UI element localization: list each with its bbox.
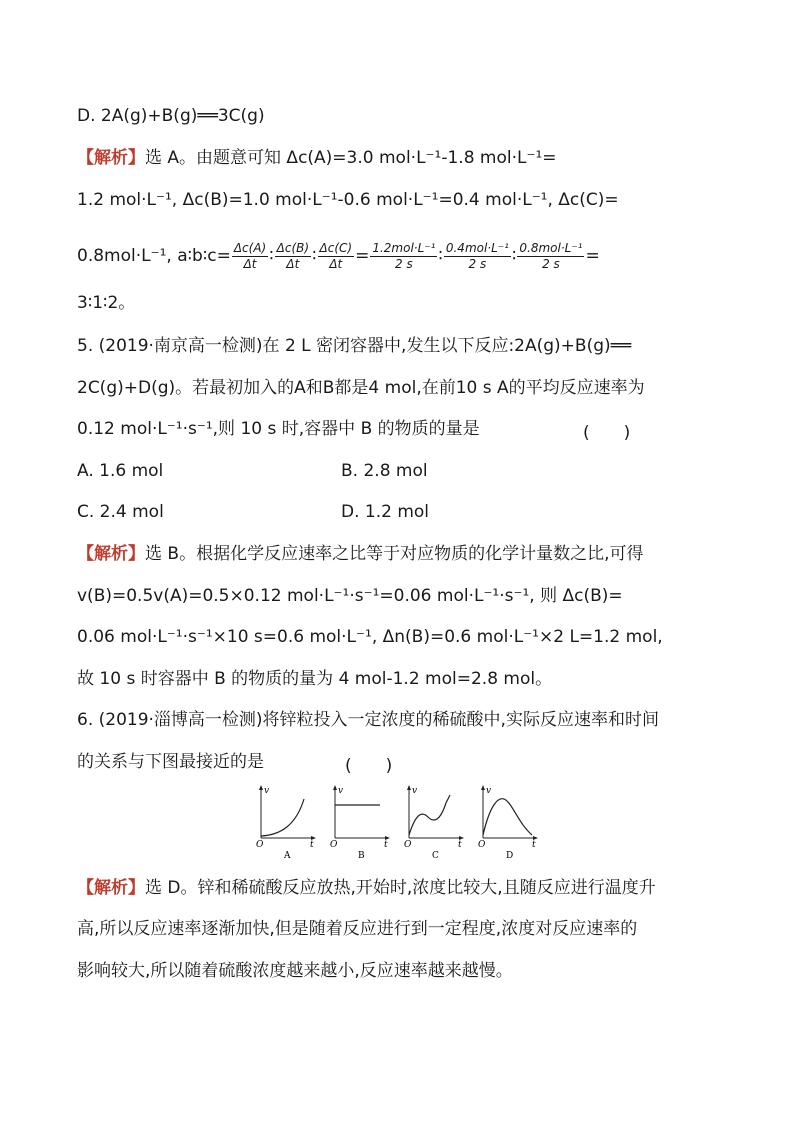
svg-text:A: A <box>284 851 291 861</box>
q5-analysis-line-1 <box>77 543 643 565</box>
ratio-prefix: 0.8mol·L⁻¹, a∶b∶c= <box>77 246 231 266</box>
q5-analysis-line-3: 0.06 mol·L⁻¹·s⁻¹×10 s=0.6 mol·L⁻¹, Δn(B)=0.6 mol·L⁻¹×2 L=1.2 mol, <box>77 627 663 647</box>
svg-text:v: v <box>412 786 418 796</box>
q5-option-d: D. 1.2 mol <box>341 502 430 522</box>
svg-text:B: B <box>358 851 365 861</box>
analysis-tag: 【解析】 <box>77 544 145 564</box>
q4-analysis-line-4: 3∶1∶2。 <box>77 293 136 313</box>
q6-stem-line-2: 的关系与下图最接近的是 <box>77 752 264 772</box>
svg-text:D: D <box>506 851 514 861</box>
q6-analysis-line-2: 高,所以反应速率逐渐加快,但是随着反应进行到一定程度,浓度对反应速率的 <box>77 919 638 939</box>
q6-graphs-figure <box>252 783 552 863</box>
graph-c <box>404 785 464 861</box>
svg-text:O: O <box>330 840 338 850</box>
svg-text:t: t <box>384 840 388 850</box>
q5-option-b: B. 2.8 mol <box>341 461 428 481</box>
fraction: $\frac{\Delta c(A)}{\Delta t}$ <box>233 240 267 271</box>
svg-text:O: O <box>478 840 486 850</box>
svg-text:v: v <box>338 786 344 796</box>
svg-text:v: v <box>486 786 492 796</box>
fraction: $\frac{\Delta c(C)}{\Delta t}$ <box>319 240 353 271</box>
graph-a <box>256 785 316 861</box>
svg-text:v: v <box>264 786 270 796</box>
fraction: $\frac{\text{0.8mol·L⁻¹}}{2 s}$ <box>519 240 583 271</box>
analysis-text: 选 B。根据化学反应速率之比等于对应物质的化学计量数之比,可得 <box>145 544 644 564</box>
fraction: $\frac{\Delta c(B)}{\Delta t}$ <box>276 240 310 271</box>
svg-text:C: C <box>432 851 439 861</box>
fraction: $\frac{\text{0.4mol·L⁻¹}}{2 s}$ <box>445 240 509 271</box>
graph-d <box>478 785 538 861</box>
svg-text:O: O <box>256 840 264 850</box>
analysis-tag: 【解析】 <box>77 878 145 898</box>
q6-stem-line-1: 6. (2019·淄博高一检测)将锌粒投入一定浓度的稀硫酸中,实际反应速率和时间 <box>77 710 659 730</box>
analysis-text: 选 A。由题意可知 Δc(A)=3.0 mol·L⁻¹-1.8 mol·L⁻¹= <box>145 148 557 168</box>
svg-text:t: t <box>310 840 314 850</box>
analysis-tag: 【解析】 <box>77 148 145 168</box>
fraction: $\frac{\text{1.2mol·L⁻¹}}{2 s}$ <box>372 240 436 271</box>
q5-stem-line-3: 0.12 mol·L⁻¹·s⁻¹,则 10 s 时,容器中 B 的物质的量是 <box>77 419 480 439</box>
svg-text:O: O <box>404 840 412 850</box>
q5-analysis-line-2: v(B)=0.5v(A)=0.5×0.12 mol·L⁻¹·s⁻¹=0.06 mol·L⁻¹·s⁻¹, 则 Δc(B)= <box>77 586 623 606</box>
q5-option-c: C. 2.4 mol <box>77 502 164 522</box>
q6-analysis-line-3: 影响较大,所以随着硫酸浓度越来越小,反应速率越来越慢。 <box>77 961 513 981</box>
q6-analysis-line-1 <box>77 877 656 899</box>
q5-answer-paren: ( ) <box>583 423 631 443</box>
analysis-text: 选 D。锌和稀硫酸反应放热,开始时,浓度比较大,且随反应进行温度升 <box>145 878 656 898</box>
svg-text:t: t <box>532 840 536 850</box>
q4-analysis-line-2: 1.2 mol·L⁻¹, Δc(B)=1.0 mol·L⁻¹-0.6 mol·L⁻¹=0.4 mol·L⁻¹, Δc(C)= <box>77 190 619 210</box>
q4-analysis-line-3: 0.8mol·L⁻¹, a∶b∶c= $\frac{\Delta c(A)}{\Delta t}$ ∶ $\frac{\Delta c(B)}{\Delta t}$ ∶ $\frac{\Delta c(C)}{\Delta t}$ = $\frac{\text{1.2mol·L⁻¹}}{2 s}$ ∶ $\frac{\text{0.4mol·L⁻¹}}{2 s}$ ∶ $\frac{\text{0.8mol·L⁻¹}}{2 s}$ = <box>77 240 600 271</box>
graph-b <box>330 785 390 861</box>
q5-stem-line-1: 5. (2019·南京高一检测)在 2 L 密闭容器中,发生以下反应:2A(g)+B(g)══ <box>77 336 632 356</box>
q5-stem-line-2: 2C(g)+D(g)。若最初加入的A和B都是4 mol,在前10 s A的平均反应速率为 <box>77 378 645 398</box>
q4-option-d: D. 2A(g)+B(g)══3C(g) <box>77 106 265 126</box>
q5-analysis-line-4: 故 10 s 时容器中 B 的物质的量为 4 mol-1.2 mol=2.8 mol。 <box>77 669 553 689</box>
q4-analysis-line-1 <box>77 147 557 169</box>
q5-option-a: A. 1.6 mol <box>77 461 164 481</box>
q6-answer-paren: ( ) <box>345 756 393 776</box>
svg-text:t: t <box>458 840 462 850</box>
